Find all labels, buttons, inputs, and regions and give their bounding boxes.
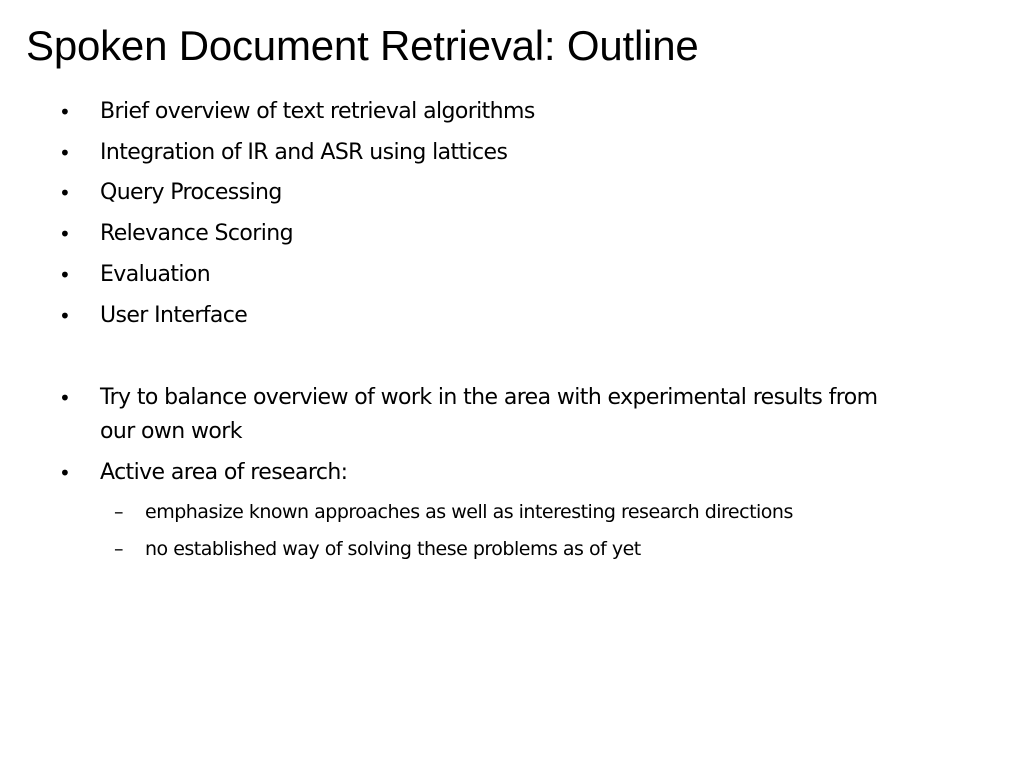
bullet-marker: •: [59, 181, 71, 205]
bullet-marker: •: [59, 100, 71, 124]
bullet-marker: •: [59, 263, 71, 287]
list-item-text: Active area of research:: [100, 460, 348, 485]
bullet-marker: •: [59, 141, 71, 165]
sub-bullet-marker: –: [114, 501, 124, 523]
sub-bullet-marker: –: [114, 538, 124, 560]
sub-list-item-text: no established way of solving these problems as of yet: [145, 538, 641, 560]
list-item-text: User Interface: [100, 303, 248, 328]
list-item-text: Query Processing: [100, 180, 282, 205]
bullet-marker: •: [59, 386, 71, 410]
list-item-text: Evaluation: [100, 262, 211, 287]
list-item-text: Integration of IR and ASR using lattices: [100, 140, 508, 165]
list-item-text: Try to balance overview of work in the area with experimental results from our own work: [100, 385, 878, 444]
bullet-marker: •: [59, 222, 71, 246]
sub-list-item-text: emphasize known approaches as well as interesting research directions: [145, 501, 793, 523]
list-item-text: Relevance Scoring: [100, 221, 293, 246]
bullet-marker: •: [59, 304, 71, 328]
bullet-marker: •: [59, 461, 71, 485]
slide-title: Spoken Document Retrieval: Outline: [26, 22, 699, 69]
list-item-text: Brief overview of text retrieval algorithms: [100, 99, 535, 124]
